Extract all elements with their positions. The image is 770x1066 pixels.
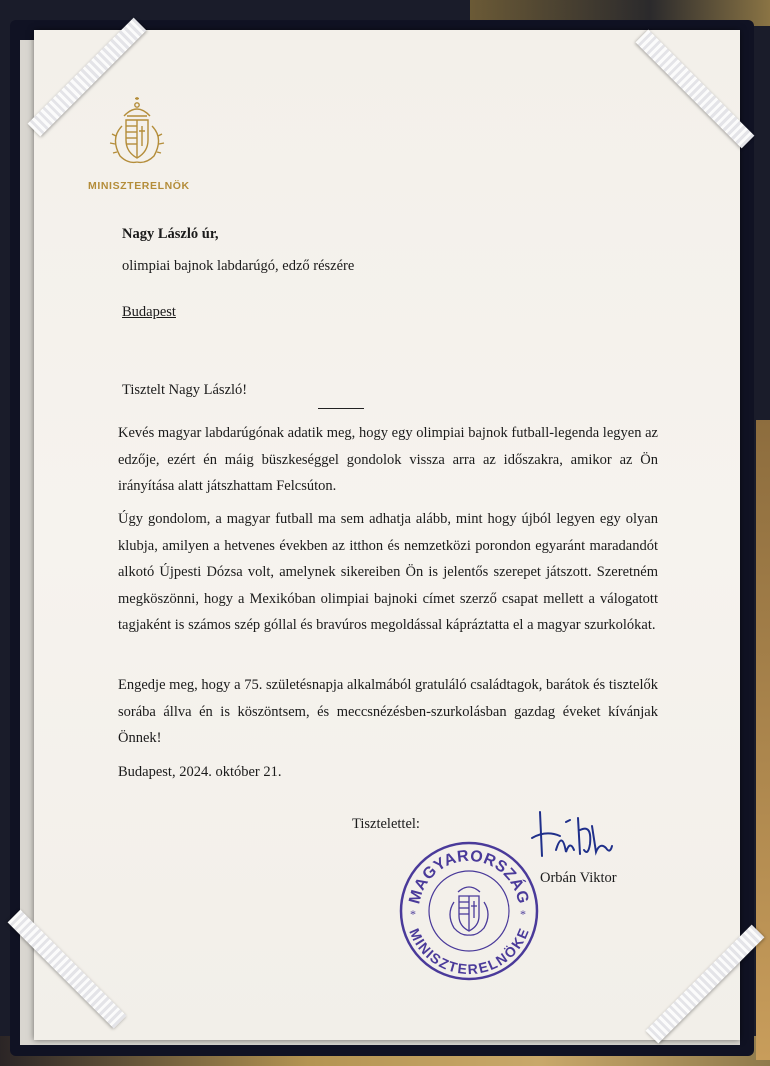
letter-paragraph-1: Kevés magyar labdarúgónak adatik meg, hogy egy olimpiai bajnok futball-legenda legyen az edzője, ezért én máig büszkeséggel gondolok vissza arra az időszakra, amikor az Ön irányítása alatt játszhattam Felcsúton. xyxy=(118,425,658,494)
recipient-city: Budapest xyxy=(122,304,176,320)
separator-line xyxy=(318,408,364,409)
letter-paragraph-2: Úgy gondolom, a magyar futball ma sem adhatja alább, mint hogy újból legyen egy olyan klubja, amilyen a hetvenes években az itthon és nemzetközi porondon egyaránt maradandót alkotó Újpesti Dózsa volt, amelynek sikereiben Ön is jelentős szerepet játszott. Szeretném megköszönni, hogy a Mexikóban olimpiai bajnoki címet szerző csapat mellett a válogatott tagjaként is számos szép góllal és bravúros megoldással kápráztatta el a magyar szurkolókat. xyxy=(118,511,658,633)
letter-paragraph-3: Engedje meg, hogy a 75. születésnapja alkalmából gratuláló családtagok, barátok és tisztelők sorába állva én is köszöntsem, és meccsnézésben-szurkolásban gazdag éveket kívánjak Önnek! xyxy=(118,677,658,746)
hungarian-coat-of-arms-icon xyxy=(102,96,172,168)
signer-name: Orbán Viktor xyxy=(540,870,617,886)
letter-sheet xyxy=(34,30,740,1040)
stamp-star-right: * xyxy=(520,907,526,921)
recipient-role: olimpiai bajnok labdarúgó, edző részére xyxy=(122,258,355,274)
stamp-star-left: * xyxy=(410,907,416,921)
date-line: Budapest, 2024. október 21. xyxy=(118,764,282,780)
recipient-name: Nagy László úr, xyxy=(122,226,219,242)
background-right xyxy=(756,420,770,1060)
official-stamp xyxy=(396,838,542,984)
stamp-top-text: MAGYARORSZÁG xyxy=(406,847,532,906)
salutation: Tisztelt Nagy László! xyxy=(122,382,248,398)
stamp-crest-icon xyxy=(450,887,488,935)
closing: Tisztelettel: xyxy=(352,816,420,832)
stamp-bottom-text: MINISZTERELNÖKE xyxy=(406,925,532,978)
letterhead-office: MINISZTERELNÖK xyxy=(88,180,190,192)
